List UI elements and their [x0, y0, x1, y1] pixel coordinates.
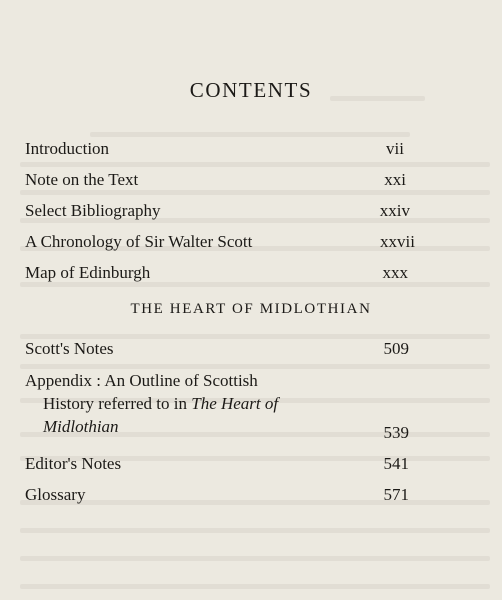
- toc-entry-label: Scott's Notes: [25, 339, 114, 358]
- toc-entry-page: 539: [383, 423, 409, 442]
- toc-entry-label-line: History referred to in The Heart of: [43, 394, 279, 413]
- toc-entry-label: Map of Edinburgh: [25, 263, 151, 282]
- toc-entry-label: Select Bibliography: [25, 201, 161, 220]
- toc-entry: [25, 369, 409, 444]
- section-heading: THE HEART OF MIDLOTHIAN: [130, 301, 372, 317]
- toc-entry-label: Glossary: [25, 485, 86, 504]
- page-title: CONTENTS: [189, 78, 313, 102]
- toc-entry-label-line: Midlothian: [43, 417, 119, 436]
- toc-entry-page: xxi: [384, 170, 406, 189]
- work-title-italic: The Heart of: [191, 394, 279, 413]
- toc-entry-label: A Chronology of Sir Walter Scott: [25, 232, 253, 251]
- toc-entry-label: [25, 369, 278, 438]
- toc-entry-page: xxx: [382, 263, 408, 282]
- toc-entry-page: vii: [386, 139, 404, 158]
- toc-entry-label: Editor's Notes: [25, 454, 122, 473]
- toc-entry-page: 541: [383, 454, 409, 473]
- toc-entry-label-line: Appendix : An Outline of Scottish: [25, 371, 258, 390]
- toc-entry-label: Introduction: [25, 139, 110, 158]
- toc-entry-page: xxvii: [380, 232, 415, 251]
- toc-entry-page: 571: [383, 485, 409, 504]
- toc-entry-page: 509: [383, 339, 409, 358]
- toc-entry-label: Note on the Text: [25, 170, 139, 189]
- toc-entry-page: xxiv: [379, 201, 410, 220]
